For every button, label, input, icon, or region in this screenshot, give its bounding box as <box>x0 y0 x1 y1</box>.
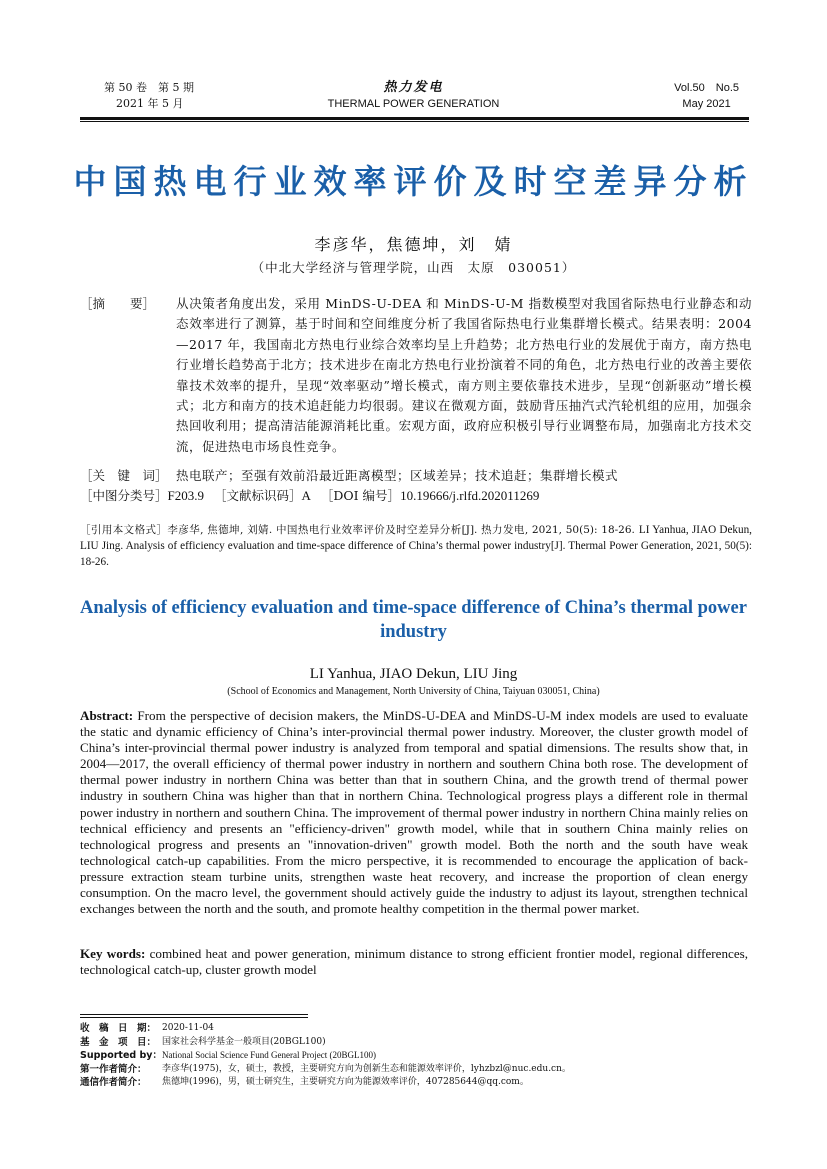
header-rule-thick <box>80 117 749 120</box>
authors-en: LI Yanhua, JIAO Dekun, LIU Jing <box>309 666 518 682</box>
keywords-en-label: Key words: <box>80 946 146 961</box>
footnote-label: 收 稿 日 期： <box>80 1023 157 1034</box>
footnote-value: National Social Science Fund General Project (20BGL100) <box>162 1050 376 1060</box>
footnote-received <box>80 1022 752 1036</box>
keywords-cn-text: 热电联产；至强有效前沿最近距离模型；区域差异；技术追赶；集群增长模式 <box>176 468 619 483</box>
footnote-corresponding-author <box>80 1076 752 1090</box>
footnote-value: 2020-11-04 <box>162 1023 214 1033</box>
date-en: May 2021 <box>682 98 731 110</box>
abstract-en-text: From the perspective of decision makers, the MinDS-U-DEA and MinDS-U-M index models are used to evaluate the static and dynamic efficiency of China’s inter-provincial thermal power industry. Moreover, the cluster growth model of China’s inter-provincial thermal power industry is analyzed from temporal and spatial dimensions. The results show that, in 2004—2017, the overall efficiency of thermal power industry in northern and southern China both rose. The development of thermal power industry in northern China was better than that in southern China, and the growth trend of thermal power industry in southern China was higher than that in northern China. Technological progress plays a different role in thermal power industry in northern and southern China. The improvement of thermal power industry in northern China mainly relies on technical efficiency and presents an "efficiency-driven" growth model, while that in southern China mainly relies on technological progress and presents an "innovation-driven" growth model. Both the north and the south have weak technological catch-up capabilities. From the micro perspective, it is recommended to encourage the application of back-pressure extraction steam turbine units, strengthen waste heat recovery, and increase the proportion of clean energy consumption. On the macro level, the government should actively guide the industry to adjust its layout, strengthen technical exchanges between the north and the south, and promote healthy competition in the thermal power market. <box>80 708 748 917</box>
abstract-cn-text: 从决策者角度出发，采用 MinDS-U-DEA 和 MinDS-U-M 指数模型对我国省际热电行业静态和动态效率进行了测算，基于时间和空间维度分析了我国省际热电行业集群增长模式。结果表明：2004—2017 年，我国南北方热电行业综合效率均呈上升趋势；北方热电行业的发展优于南方，南方热电行业增长趋势高于北方；技术进步在南北方热电行业扮演着不同的角色，北方热电行业的改善主要依靠技术效率的提升，呈现“效率驱动”增长模式，南方则主要依靠技术进步，呈现“创新驱动”增长模式；北方和南方的技术追赶能力均很弱。建议在微观方面，鼓励背压抽汽式汽轮机组的应用，加强余热回收利用；提高清洁能源消耗比重。宏观方面，政府应积极引导行业调整布局，加强南北方技术交流，促进热电市场良性竞争。 <box>176 296 752 454</box>
affiliation-cn: （中北大学经济与管理学院，山西 太原 030051） <box>251 260 576 275</box>
header-right <box>674 80 739 112</box>
running-header <box>80 80 747 116</box>
doc-code-label: ［文献标识码］ <box>213 488 302 503</box>
abstract-cn <box>80 294 752 457</box>
footnote-supported-by <box>80 1049 752 1063</box>
keywords-cn <box>80 466 752 486</box>
footnote-label: Supported by： <box>80 1050 163 1061</box>
journal-name-en: THERMAL POWER GENERATION <box>327 98 500 110</box>
doc-code-value: A <box>301 488 311 503</box>
footnote-fund <box>80 1036 752 1050</box>
footnote-value: 焦德坤(1996)，男，硕士研究生，主要研究方向为能源效率评价，407285644@qq.com。 <box>162 1077 529 1087</box>
clc-value: F203.9 <box>167 488 204 503</box>
footnote-value: 国家社会科学基金一般项目(20BGL100) <box>162 1036 326 1047</box>
footnote-value: 李彦华(1975)，女，硕士，教授，主要研究方向为创新生态和能源效率评价，lyhzbzl@nuc.edu.cn。 <box>162 1063 571 1074</box>
citation-text-en: LI Yanhua, JIAO Dekun, LIU Jing. Analysis of efficiency evaluation and time-space difference of China’s thermal power industry[J]. Thermal Power Generation, 2021, 50(5): 18-26. <box>80 524 752 568</box>
authors-cn: 李彦华，焦德坤，刘 婧 <box>314 235 513 254</box>
footnote-rule <box>80 1014 308 1015</box>
abstract-en-label: Abstract: <box>80 708 134 723</box>
keywords-en <box>80 946 748 978</box>
citation-label: ［引用本文格式］ <box>80 524 168 536</box>
doi-value: 10.19666/j.rlfd.202011269 <box>400 488 540 503</box>
footnote-label: 通信作者简介： <box>80 1077 147 1088</box>
journal-name-cn: 热力发电 <box>383 80 444 95</box>
doi-label: ［DOI 编号］ <box>320 488 401 503</box>
footnote-first-author <box>80 1063 752 1077</box>
citation-block <box>80 522 752 570</box>
abstract-cn-label: ［摘 要］ <box>80 296 156 311</box>
volume-issue-en: Vol.50 No.5 <box>674 82 739 94</box>
footnote-rule-2 <box>80 1017 308 1018</box>
affiliation-en: (School of Economics and Management, North University of China, Taiyuan 030051, China) <box>227 686 600 697</box>
title-en: Analysis of efficiency evaluation and time-space difference of China’s thermal power industry <box>80 598 747 642</box>
footnote-label: 基 金 项 目： <box>80 1036 157 1048</box>
footnotes <box>80 1022 752 1090</box>
volume-issue-cn: 第 50 卷 第 5 期 <box>104 81 194 94</box>
classification-line <box>80 486 752 506</box>
title-cn: 中国热电行业效率评价及时空差异分析 <box>73 162 754 201</box>
keywords-en-text: combined heat and power generation, minimum distance to strong efficient frontier model, regional differences, technological catch-up, cluster growth model <box>80 946 748 978</box>
footnote-label: 第一作者简介： <box>80 1063 147 1075</box>
date-cn: 2021 年 5 月 <box>116 97 184 110</box>
clc-label: ［中图分类号］ <box>80 488 168 503</box>
header-rule-thin <box>80 121 749 122</box>
abstract-en <box>80 708 748 917</box>
citation-text-cn: 李彦华, 焦德坤, 刘婧. 中国热电行业效率评价及时空差异分析[J]. 热力发电, 2021, 50(5): 18-26. <box>167 524 635 536</box>
header-center <box>80 80 747 112</box>
keywords-cn-label: ［关 键 词］ <box>80 468 168 483</box>
